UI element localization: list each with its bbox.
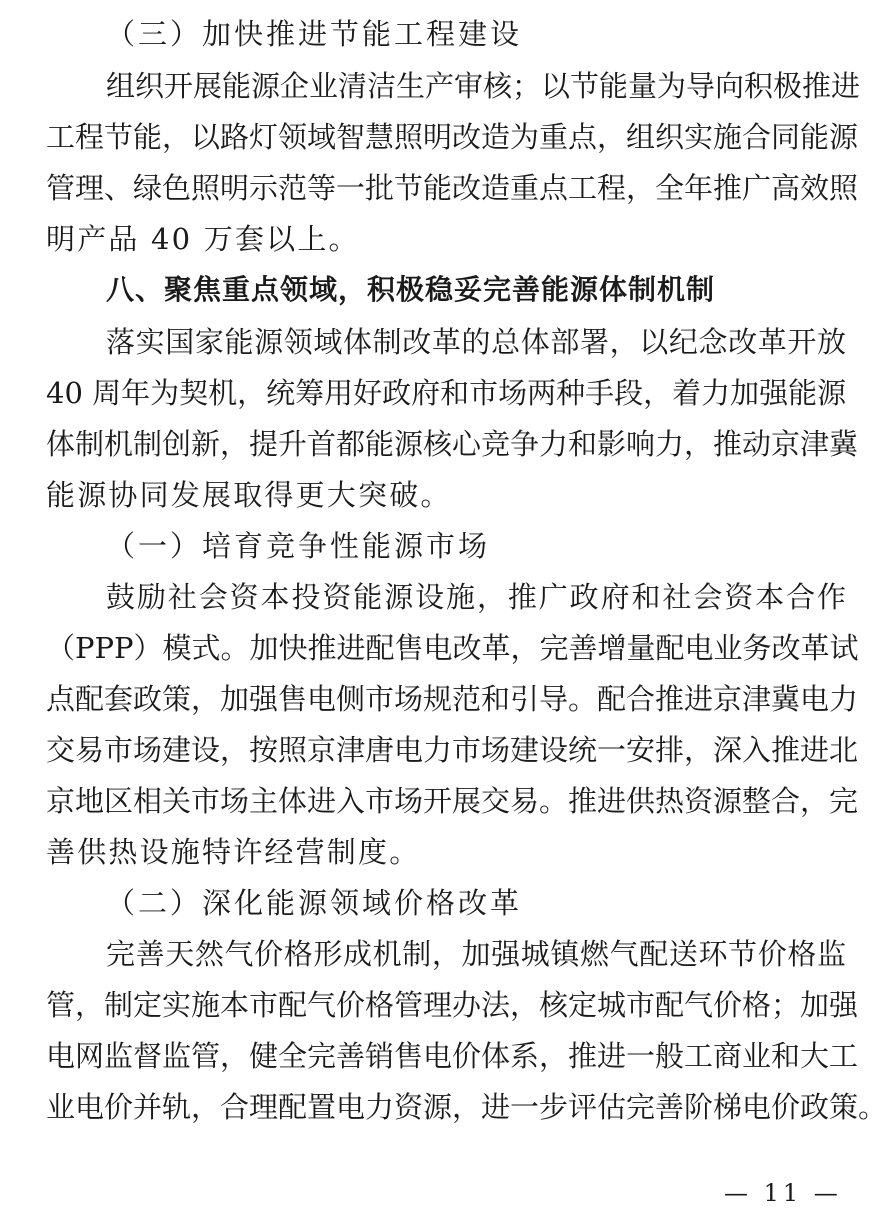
section-heading-energy-saving-projects: （三）加快推进节能工程建设: [106, 17, 523, 51]
paragraph-line: 善供热设施特许经营制度。: [46, 835, 421, 869]
section-heading-price-reform: （二）深化能源领域价格改革: [106, 886, 523, 920]
paragraph-line: 管，制定实施本市配气价格管理办法，核定城市配气价格；加强: [46, 988, 859, 1022]
paragraph-line: 业电价并轨，合理配置电力资源，进一步评估完善阶梯电价政策。: [46, 1090, 887, 1124]
paragraph-line: 京地区相关市场主体进入市场开展交易。推进供热资源整合，完: [46, 784, 859, 818]
paragraph-line: 落实国家能源领域体制改革的总体部署，以纪念改革开放: [106, 325, 846, 359]
paragraph-line: 能源协同发展取得更大突破。: [46, 478, 452, 512]
paragraph-line: 点配套政策，加强售电侧市场规范和引导。配合推进京津冀电力: [46, 682, 859, 716]
paragraph-line: （PPP）模式。加快推进配售电改革，完善增量配电业务改革试: [46, 631, 859, 665]
paragraph-line: 体制机制创新，提升首都能源核心竞争力和影响力，推动京津冀: [46, 427, 859, 461]
page-number: — 11 —: [724, 1179, 842, 1207]
chapter-heading-energy-system-reform: 八、聚焦重点领域，积极稳妥完善能源体制机制: [106, 273, 716, 306]
paragraph-line: 明产品 40 万套以上。: [46, 222, 360, 256]
paragraph-line: 电网监督监管，健全完善销售电价体系，推进一般工商业和大工: [46, 1039, 859, 1073]
section-heading-competitive-market: （一）培育竞争性能源市场: [106, 529, 491, 563]
paragraph-line: 管理、绿色照明示范等一批节能改造重点工程，全年推广高效照: [46, 171, 859, 205]
paragraph-line: 鼓励社会资本投资能源设施，推广政府和社会资本合作: [106, 580, 846, 614]
paragraph-line: 40 周年为契机，统筹用好政府和市场两种手段，着力加强能源: [46, 376, 847, 410]
paragraph-line: 组织开展能源企业清洁生产审核；以节能量为导向积极推进: [106, 69, 861, 103]
paragraph-line: 完善天然气价格形成机制，加强城镇燃气配送环节价格监: [106, 937, 846, 971]
paragraph-line: 交易市场建设，按照京津唐电力市场建设统一安排，深入推进北: [46, 733, 859, 767]
paragraph-line: 工程节能，以路灯领域智慧照明改造为重点，组织实施合同能源: [46, 120, 859, 154]
